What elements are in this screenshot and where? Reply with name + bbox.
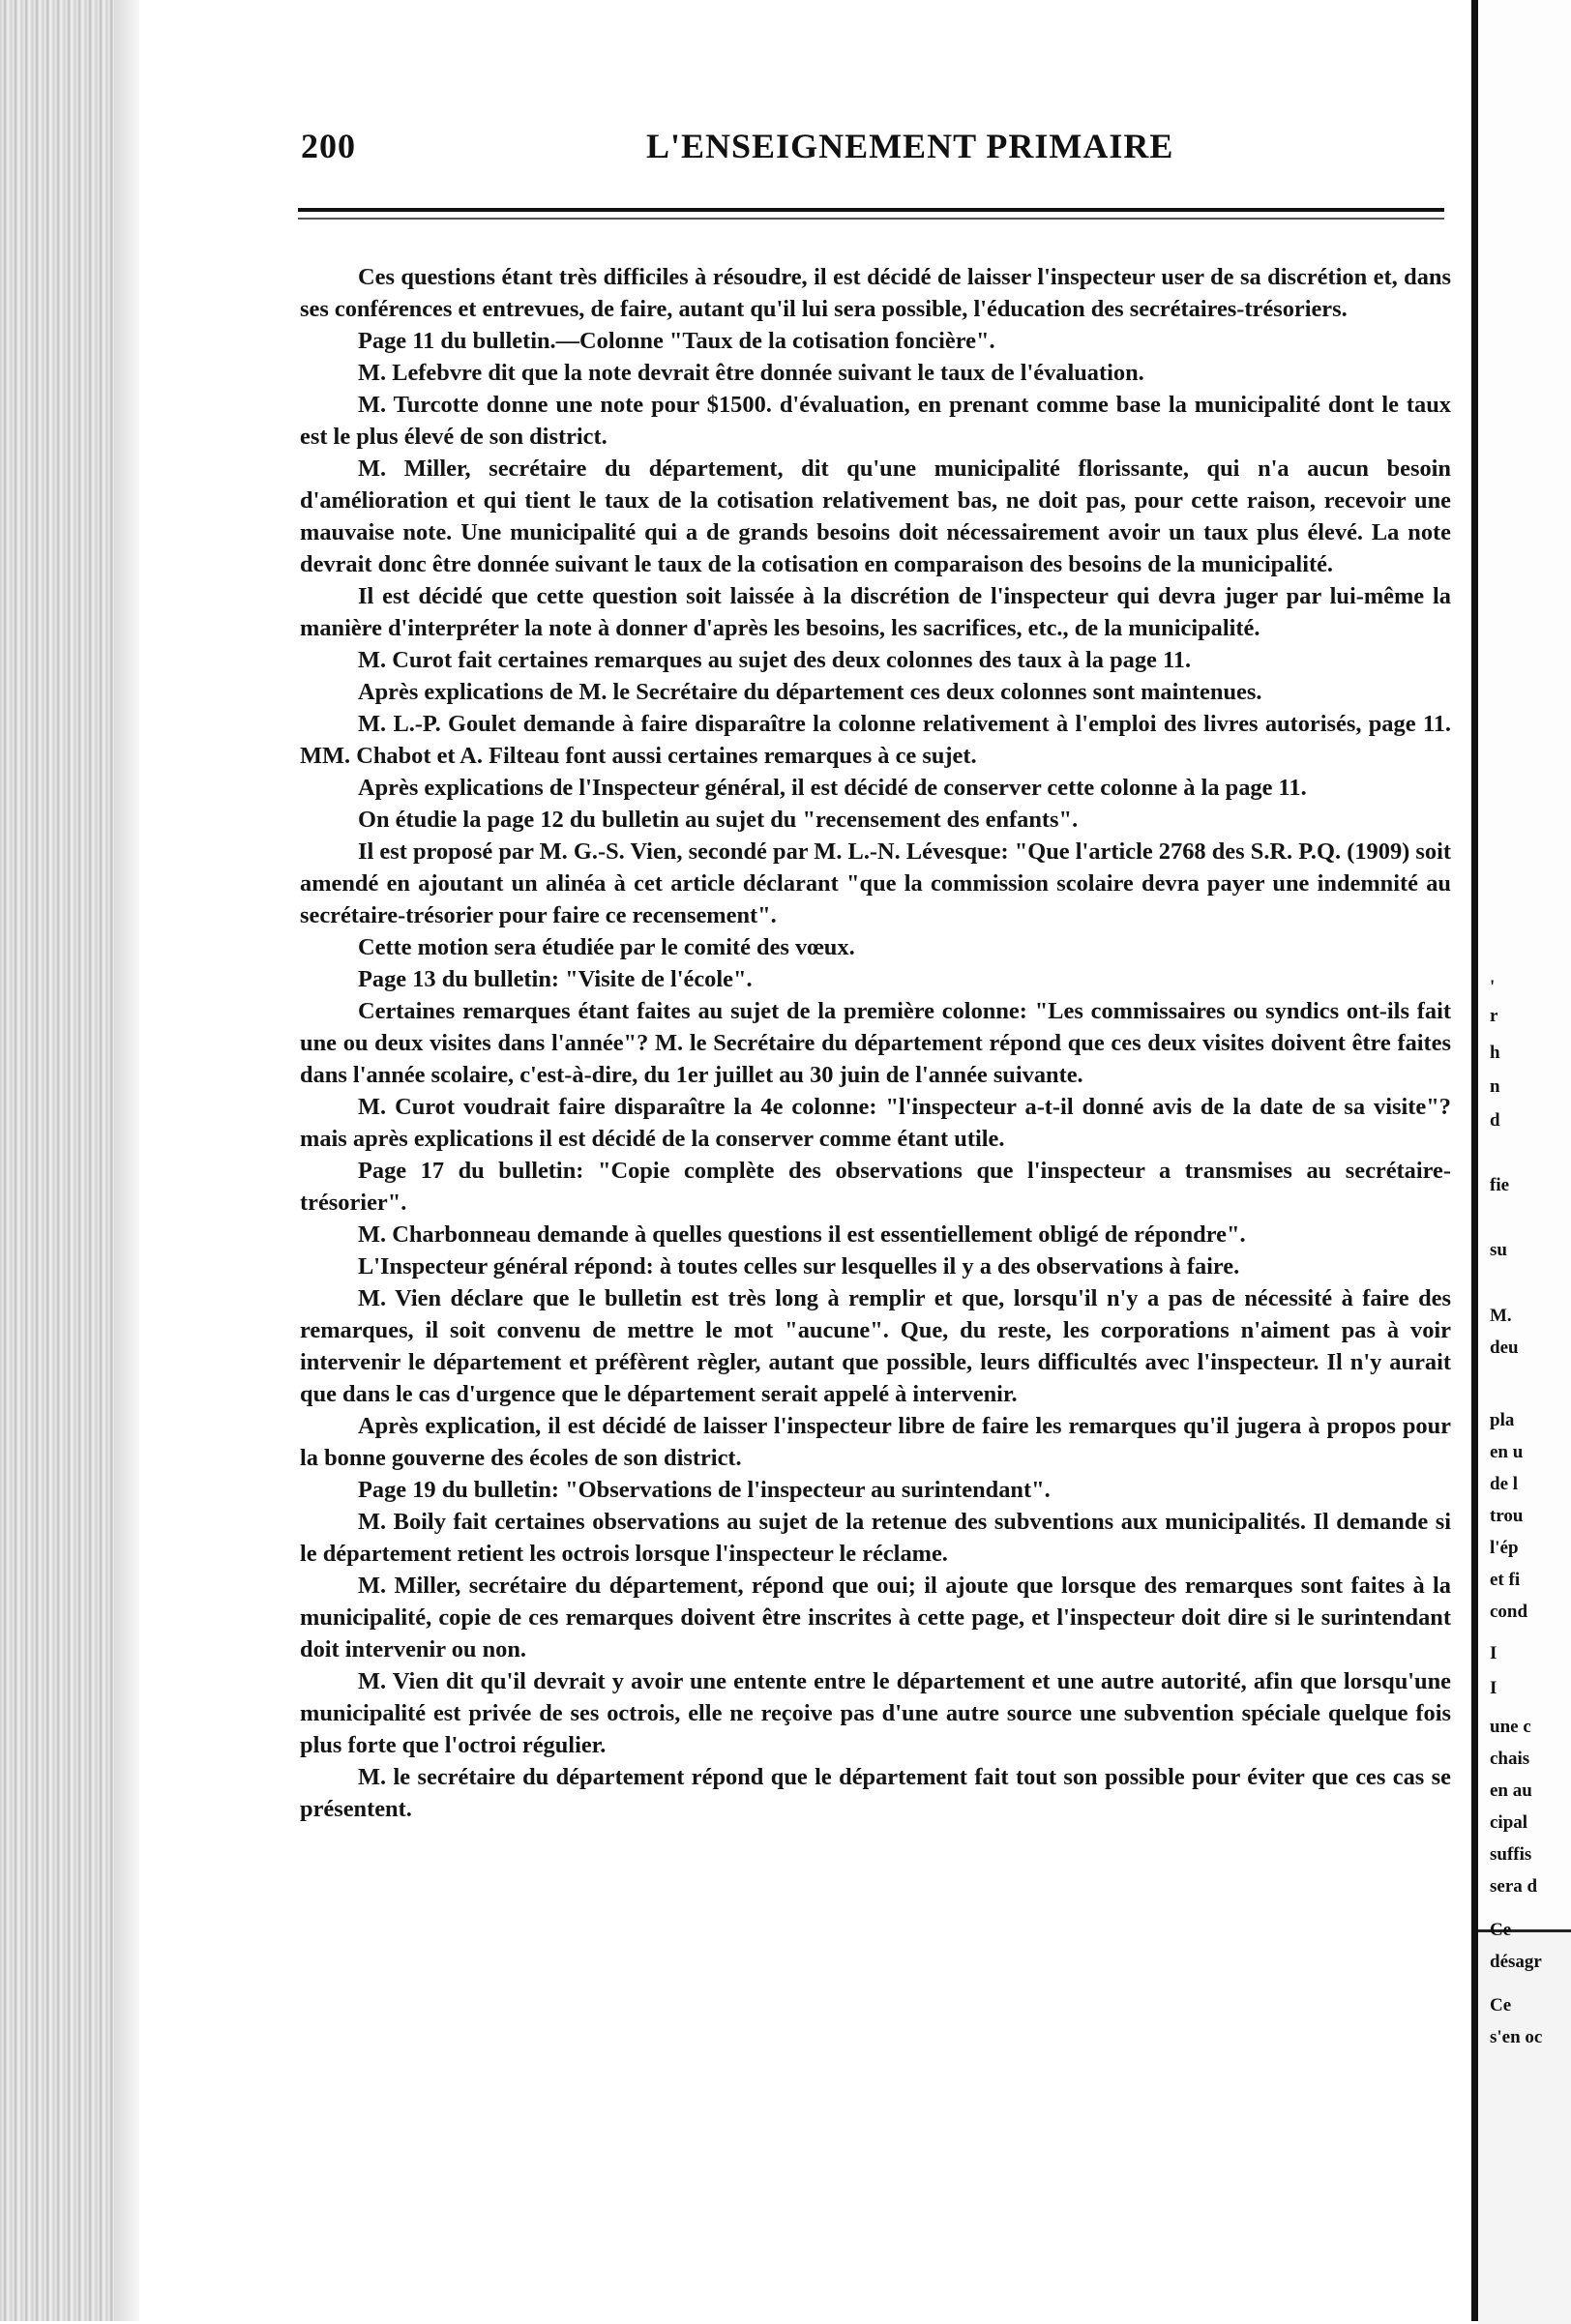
- paragraph: Certaines remarques étant faites au sujet de la première colonne: "Les commissaires ou syndics ont-ils fait une ou deux visites dans l'année"? M. le Secrétaire du département répond que ces deux visites doivent être faites dans l'année scolaire, c'est-à-dire, du 1er juillet au 30 juin de l'année suivante.: [300, 998, 1451, 1088]
- next-page-fragment: d: [1490, 1110, 1500, 1131]
- next-page-fragment: suffis: [1490, 1844, 1532, 1865]
- next-page-fragment: I: [1490, 1678, 1497, 1698]
- next-page-fragment: n: [1490, 1076, 1500, 1097]
- next-page-fragment: désagr: [1490, 1952, 1542, 1972]
- paragraph: M. Turcotte donne une note pour $1500. d'évaluation, en prenant comme base la municipalité dont le taux est le plus élevé de son district.: [300, 392, 1451, 450]
- paragraph: Page 11 du bulletin.—Colonne "Taux de la cotisation foncière".: [358, 328, 995, 354]
- next-page-fragment: Ce: [1490, 1920, 1512, 1940]
- next-page-fragment: sera d: [1490, 1876, 1538, 1897]
- paragraph: Page 17 du bulletin: "Copie complète des observations que l'inspecteur a transmises au secrétaire-trésorier".: [300, 1158, 1451, 1216]
- paragraph: M. Charbonneau demande à quelles questions il est essentiellement obligé de répondre".: [358, 1221, 1246, 1248]
- next-page-fragment: de l: [1490, 1474, 1519, 1494]
- next-page-fragment: fie: [1490, 1175, 1510, 1195]
- paragraph: M. Curot fait certaines remarques au sujet des deux colonnes des taux à la page 11.: [358, 647, 1192, 673]
- binding-edge: [114, 0, 139, 2321]
- page-gutter: [1471, 0, 1478, 2321]
- paragraph: M. L.-P. Goulet demande à faire disparaître la colonne relativement à l'emploi des livres autorisés, page 11. MM. Chabot et A. Filteau font aussi certaines remarques à ce sujet.: [300, 711, 1451, 769]
- paragraph: Il est décidé que cette question soit laissée à la discrétion de l'inspecteur qui devra juger par lui-même la manière d'interpréter la note à donner d'après les besoins, les sacrifices, etc., de la municipalité.: [300, 583, 1451, 641]
- paragraph: M. Miller, secrétaire du département, dit qu'une municipalité florissante, qui n'a aucun besoin d'amélioration et qui tient le taux de la cotisation relativement bas, ne doit pas, pour cette raison, recevoir une mauvaise note. Une municipalité qui a de grands besoins doit nécessairement avoir un taux plus élevé. La note devrait donc être donnée suivant le taux de la cotisation en comparaison des besoins de la municipalité.: [300, 456, 1451, 577]
- paragraph: L'Inspecteur général répond: à toutes celles sur lesquelles il y a des observations à faire.: [358, 1253, 1240, 1280]
- paragraph: M. Miller, secrétaire du département, répond que oui; il ajoute que lorsque des remarques sont faites à la municipalité, copie de ces remarques doivent être inscrites à cette page, et l'inspecteur doit dire si le surintendant doit intervenir ou non.: [300, 1573, 1451, 1662]
- paragraph: M. Vien dit qu'il devrait y avoir une entente entre le département et une autre autorité, afin que lorsqu'une municipalité est privée de ses octrois, elle ne reçoive pas d'une autre source une subvention spéciale quelque fois plus forte que l'octroi régulier.: [300, 1668, 1451, 1758]
- next-page-fragment: trou: [1490, 1506, 1524, 1526]
- next-page-fragment: en au: [1490, 1780, 1532, 1801]
- next-page-fragment: s'en oc: [1490, 2027, 1543, 2047]
- paragraph: M. le secrétaire du département répond que le département fait tout son possible pour éviter que ces cas se présentent.: [300, 1764, 1451, 1822]
- paragraph: M. Boily fait certaines observations au sujet de la retenue des subventions aux municipalités. Il demande si le département retient les octrois lorsque l'inspecteur le réclame.: [300, 1509, 1451, 1567]
- paragraph: Page 19 du bulletin: "Observations de l'inspecteur au surintendant".: [358, 1477, 1051, 1503]
- paragraph: Ces questions étant très difficiles à résoudre, il est décidé de laisser l'inspecteur user de sa discrétion et, dans ses conférences et entrevues, de faire, autant qu'il lui sera possible, l'éducation des secrétaires-trésoriers.: [300, 264, 1451, 322]
- paragraph: Après explication, il est décidé de laisser l'inspecteur libre de faire les remarques qu'il jugera à propos pour la bonne gouverne des écoles de son district.: [300, 1413, 1451, 1471]
- body-text: [300, 261, 1451, 1825]
- next-page-fragment: l'ép: [1490, 1538, 1519, 1558]
- next-page-fragment: cond: [1490, 1602, 1528, 1622]
- next-page-fragment: ': [1490, 977, 1496, 997]
- next-page-fragment: une c: [1490, 1717, 1531, 1737]
- next-page-fragment: su: [1490, 1240, 1507, 1260]
- next-page-fragment: cipal: [1490, 1812, 1528, 1833]
- paragraph: On étudie la page 12 du bulletin au sujet du "recensement des enfants".: [358, 807, 1079, 833]
- book-binding: [0, 0, 114, 2321]
- paragraph: Il est proposé par M. G.-S. Vien, secondé par M. L.-N. Lévesque: "Que l'article 2768 des S.R. P.Q. (1909) soit amendé en ajoutant un alinéa à cet article déclarant "que la commission scolaire devra payer une indemnité au secrétaire-trésorier pour faire ce recensement".: [300, 838, 1451, 928]
- paragraph: Cette motion sera étudiée par le comité des vœux.: [358, 934, 855, 960]
- next-page-fragment: r: [1490, 1006, 1498, 1026]
- next-page-fragment: deu: [1490, 1338, 1519, 1358]
- paragraph: M. Curot voudrait faire disparaître la 4e colonne: "l'inspecteur a-t-il donné avis de la date de sa visite"? mais après explications il est décidé de la conserver comme étant utile.: [300, 1094, 1451, 1152]
- page-number: 200: [301, 127, 356, 165]
- next-page-fragment: en u: [1490, 1442, 1524, 1462]
- next-page: [1478, 0, 1571, 1929]
- next-page-fragment: et fi: [1490, 1570, 1521, 1590]
- paragraph: M. Vien déclare que le bulletin est très long à remplir et que, lorsqu'il n'y a pas de nécessité à faire des remarques, il soit convenu de mettre le mot "aucune". Que, du reste, les corporations n'aiment pas à voir intervenir le département et préfèrent règler, autant que possible, leurs difficultés avec l'inspecteur. Il n'y aurait que dans le cas d'urgence que le département serait appelé à intervenir.: [300, 1285, 1451, 1407]
- paragraph: Après explications de l'Inspecteur général, il est décidé de conserver cette colonne à la page 11.: [358, 775, 1307, 801]
- next-page-fragment: M.: [1490, 1306, 1512, 1326]
- next-page-fragment: chais: [1490, 1749, 1530, 1769]
- header-rule: [298, 208, 1444, 212]
- paragraph: M. Lefebvre dit que la note devrait être donnée suivant le taux de l'évaluation.: [358, 360, 1144, 386]
- paragraph: Page 13 du bulletin: "Visite de l'école".: [358, 966, 753, 992]
- next-page-bottom: [1478, 1929, 1571, 2324]
- paragraph: Après explications de M. le Secrétaire du département ces deux colonnes sont maintenues.: [358, 679, 1262, 705]
- next-page-fragment: I: [1490, 1643, 1497, 1663]
- next-page-fragment: pla: [1490, 1410, 1515, 1430]
- next-page-fragment: h: [1490, 1043, 1500, 1063]
- header-rule-thin: [298, 218, 1444, 220]
- running-title: L'ENSEIGNEMENT PRIMAIRE: [646, 127, 1174, 165]
- next-page-fragment: Ce: [1490, 1995, 1512, 2015]
